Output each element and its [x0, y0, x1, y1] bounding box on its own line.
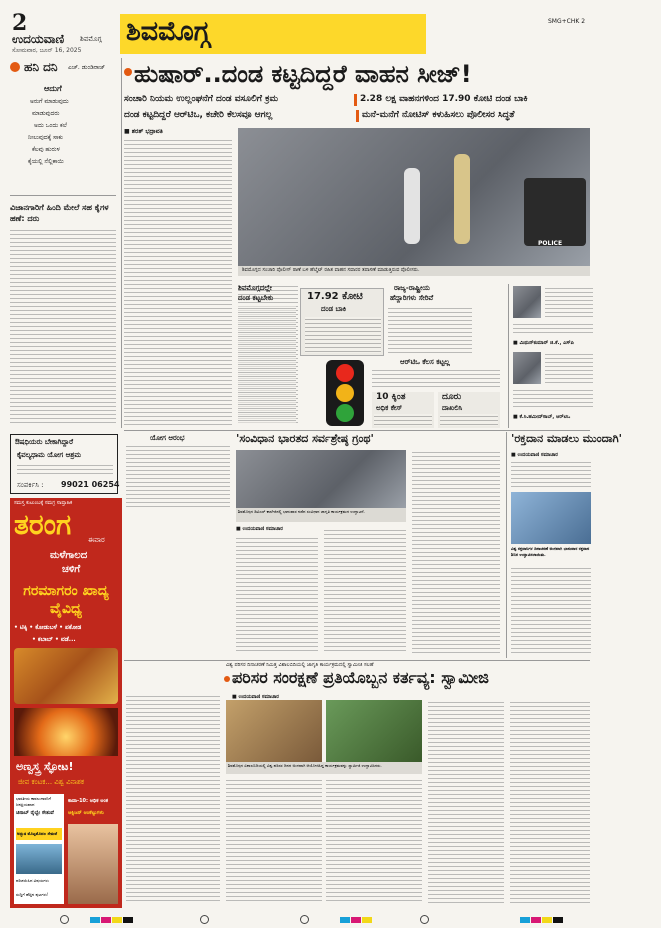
lead-sub1-part2: 2.28 ಲಕ್ಷ ವಾಹನಗಳಿಂದ 17.90 ಕೋಟಿ ದಂಡ ಬಾಕಿ	[360, 94, 528, 104]
complaint-card	[438, 392, 500, 428]
registration-mark	[200, 915, 209, 924]
red-light	[336, 364, 354, 382]
constitution-body-col3	[412, 450, 500, 654]
black-swatch	[123, 917, 133, 923]
column-divider	[121, 58, 122, 428]
edition-code: SMG+CHK 2	[548, 18, 586, 25]
state-title2: ಹೆದ್ದಾರಿಗಳು ಸೇರಿವೆ	[390, 294, 434, 302]
constitution-headline: 'ಸಂವಿಧಾನ ಭಾರತದ ಸರ್ವಶ್ರೇಷ್ಠ ಗ್ರಂಥ'	[236, 432, 374, 445]
constitution-body-col1	[236, 536, 318, 654]
quote1-name: ■ ಮಿಥುನ್‌ಕುಮಾರ್ ಜಿ.ಕೆ., ಎಸ್‌ಪಿ	[513, 340, 574, 346]
blood-body-top	[511, 460, 591, 488]
police-sign: POLICE	[538, 240, 563, 247]
lead-sub2-part1: ದಂಡ ಕಟ್ಟದಿದ್ದರೆ ಆರ್‌ಟಿಒ, ಕಚೇರಿ ಕೆಲಸವೂ ಆಗಲ್ಲ	[124, 110, 273, 120]
cases-label: ಅಧಿಕ ಕೇಸ್	[376, 404, 403, 412]
blood-photo	[511, 492, 591, 544]
environment-photo-2	[326, 700, 422, 762]
print-marks	[0, 912, 600, 928]
green-light	[336, 404, 354, 422]
taranga-bottom-title: ಅಣ್ವಸ್ತ್ರ ಸ್ಫೋಟ!	[16, 760, 74, 773]
bridge-photo	[16, 844, 62, 874]
yoga-ad	[10, 434, 118, 494]
hani-dani-column	[10, 58, 116, 196]
yoga-story-headline: ಯೋಗ ಆರಂಭ	[150, 434, 185, 442]
quote2-name: ■ ಕೆ.ಸಿ.ಹಮೀದ್‌ಸಾಬ್, ಆರ್‌ಟಿಒ	[513, 414, 571, 420]
rto-block	[372, 358, 502, 428]
magenta-swatch	[531, 917, 541, 923]
blood-body-bottom	[511, 566, 591, 656]
orange-dot-icon	[10, 62, 20, 72]
fine-box-title1: ಶಿವಮೊಗ್ಗದಲ್ಲೇ	[238, 284, 272, 292]
taranga-promo5: ಆಕ್ಸಿಜನ್ ಅಂಕೆಟ್ಟುಗಳು	[68, 810, 104, 816]
yellow-swatch	[542, 917, 552, 923]
poem-line: ಅರುಗೆ ಮಾಡುವುದು	[30, 98, 69, 105]
poem-title: ಆದುಗೆ	[44, 84, 62, 93]
cyan-swatch	[520, 917, 530, 923]
blood-caption: ವಿಶ್ವ ರಕ್ತದಾನಿಗಳ ದಿನಾಚರಣೆ ಅಂಗವಾಗಿ ಭಾನುವಾರ ರಕ್ತದಾನ ಶಿಬಿರ ಉದ್ಘಾಟಿಸಲಾಯಿತು.	[511, 546, 590, 557]
complaint-sub: ದಾಖಲಿಸಿ	[442, 404, 463, 412]
environment-body-col3	[428, 700, 504, 904]
column-title: ಹನಿ ದನಿ	[24, 60, 58, 74]
taranga-promo1: ಭಾರತೀಯ ಕಾವಲುಗಾರನಿಗೆ ಜನಪ್ರಿಯವಾದ	[16, 796, 51, 807]
poem-line: ಕೈಯಲ್ಲಿ ನೆಲ್ಲಿಕಾಯಿ	[28, 158, 64, 165]
quote2-body-cont	[513, 388, 593, 408]
taranga-line2: ಚಳಿಗೆ	[62, 564, 81, 575]
poem-line: ಮಾಡುವುದರು	[32, 110, 60, 117]
cases-body	[374, 414, 432, 426]
cases-number: 10 ಕ್ಕಿಂತ	[376, 392, 406, 402]
left-article	[10, 200, 116, 428]
registration-mark	[420, 915, 429, 924]
officer-figure	[404, 168, 420, 244]
environment-kicker: ವಿಶ್ವ ಪರಿಸರ ದಿನಾಚರಣೆ ನಿಮಿತ್ತ ವಿಶಾಲಬಿದಿಯಲ್ಲಿ ಜಾಗೃತಿ ಕಾರ್ಯಕ್ರಮದಲ್ಲಿ ಸ್ವಾಮೀಜಿ ಸಲಹೆ	[226, 662, 374, 668]
taranga-dishes2: • ಕಬಾಬ್ • ವಡೆ...	[32, 636, 76, 643]
complaint-title: ದೂರು	[442, 392, 462, 402]
taranga-promo4: ಕಾವಾ-10: ಅಧಿಕ ಅಂಕ	[68, 798, 109, 804]
magenta-swatch	[101, 917, 111, 923]
blood-byline: ■ ಉದಯವಾಣಿ ಸಮಾಚಾರ	[511, 452, 558, 458]
cyan-swatch	[340, 917, 350, 923]
taranga-issue: ಈವಾರ	[88, 536, 105, 544]
constitution-byline: ■ ಉದಯವಾಣಿ ಸಮಾಚಾರ	[236, 526, 283, 532]
rto-portrait	[513, 352, 541, 384]
environment-body-col1	[226, 778, 322, 904]
fine-box-body	[238, 306, 296, 424]
amber-light	[336, 384, 354, 402]
left-article-body	[10, 228, 116, 426]
left-article-headline: ವಿಜಾನಗಾರಿಗೆ ಹಿಂದಿ ಮೇಲೆ ಸಹ ಕೈಗಳ ಹಣೆ: ದರು	[10, 203, 109, 223]
cases-card	[372, 392, 434, 428]
taranga-dishes1: • ಟಿಕ್ಕಿ • ಕೋಡುಬಳೆ • ಪಕೋಡ	[14, 624, 82, 631]
section-divider	[124, 660, 590, 661]
taranga-promo7: ಸುದ್ದಿಗೆ ಹೆಚ್ಚಿನ ಪುಟಗಳು!	[16, 892, 49, 897]
student-photo	[68, 824, 118, 904]
yoga-story-body	[126, 444, 230, 508]
state-title1: ರಾಜ್ಯ-ರಾಷ್ಟ್ರೀಯ	[394, 284, 430, 292]
environment-headline: ಪರಿಸರ ಸಂರಕ್ಷಣೆ ಪ್ರತಿಯೊಬ್ಬನ ಕರ್ತವ್ಯ: ಸ್ವಾಮೀಜಿ	[232, 668, 489, 687]
orange-dot-icon	[124, 68, 132, 76]
poem-line: ನೀಲುವುದಕ್ಕೆ ಸಾಕು	[28, 134, 63, 141]
sub-divider	[354, 94, 357, 106]
poem-line: ಅದು ಒಂದು ಕಲೆ	[34, 122, 67, 129]
photo-caption: ಶಿವಮೊಗ್ಗದ ಸಂಚಾರಿ ಪೊಲೀಸ್ ಠಾಣೆ ಬಳಿ ಹೆಲ್ಮೆಟ್ ರಹಿತ ವಾಹನ ಸವಾರರ ತಪಾಸಣೆ ಮಾಡುತ್ತಿರುವ ಪೊಲೀಸರು.	[242, 267, 420, 273]
fine-amount-details	[305, 317, 381, 353]
edition-tag: ಶಿವಮೊಗ್ಗ	[80, 35, 102, 43]
constitution-body-col2	[324, 528, 406, 654]
food-photo	[14, 648, 118, 704]
yoga-story	[126, 434, 230, 510]
taranga-line1: ಮಳೆಗಾಲದ	[50, 550, 88, 561]
fine-amount-card	[300, 288, 384, 356]
blood-donation-story	[506, 432, 623, 658]
environment-body-col4	[510, 700, 590, 904]
police-vehicle	[524, 178, 586, 246]
orange-dot-icon	[224, 676, 230, 682]
yoga-ad-phone[interactable]: 99021 06254	[61, 480, 120, 489]
traffic-light-icon	[326, 360, 364, 426]
complaint-body	[440, 414, 498, 426]
fine-amount-label: ದಂಡ ಬಾಕಿ	[321, 305, 347, 313]
environment-body-col0	[126, 694, 220, 904]
date-line: ಸೋಮವಾರ, ಜೂನ್ 16, 2025	[12, 47, 82, 54]
yoga-ad-body	[17, 463, 113, 477]
constitution-caption: ಶಿವಮೊಗ್ಗದ ಡಿವಿಎಸ್ ಕಾಲೇಜಿನಲ್ಲಿ ಭಾನುವಾರ ನಡೆದ ಸಂವಿಧಾನ ಜಾಗೃತಿ ಕಾರ್ಯಕ್ರಮದ ಉದ್ಘಾಟನೆ.	[238, 509, 365, 514]
environment-story	[126, 662, 590, 908]
taranga-promo2: ಚಿನಾಬ್ ರೈಲ್ವೇ ಸೇತುವೆ	[16, 810, 54, 816]
yoga-ad-contact-label: ಸಂಪರ್ಕಿಸಿ :	[17, 481, 44, 489]
state-highway-block	[388, 284, 474, 356]
rto-body	[372, 368, 500, 390]
registration-mark	[60, 915, 69, 924]
side-quotes	[508, 284, 592, 428]
poem-line: ಕೆಲವು ಹುರುಳ	[32, 146, 60, 153]
taranga-promo3-text: ಅದ್ಭುತ ಮೊಟ್ಟಮೊದಲ ಸೇತುವೆ	[17, 831, 58, 836]
constitution-story	[236, 432, 502, 658]
constitution-photo	[236, 450, 406, 508]
quote2-body	[545, 352, 593, 384]
registration-mark	[300, 915, 309, 924]
page-header	[0, 0, 600, 52]
column-byline: ಎಚ್. ಡುಂಡಿರಾಜ್	[68, 64, 106, 71]
taranga-feature-title: ಗರಮಾಗರಂ ಖಾದ್ಯ ವೈವಿಧ್ಯ	[23, 583, 109, 617]
environment-photo-1	[226, 700, 322, 762]
yoga-ad-title: ಔಷಧಿಯರು ಬೇಕಾಗಿದ್ದಾರೆ	[15, 438, 74, 446]
section-title: ಶಿವಮೊಗ್ಗ	[126, 16, 210, 47]
yellow-swatch	[362, 917, 372, 923]
taranga-promo6: ಪರಿಚಯಿಸಿದ ವಿಷಯಗಳು	[16, 878, 49, 883]
yoga-ad-subtitle: ಕೈವಲ್ಯಧಾಮ ಯೋಗ ಆಶ್ರಮ	[17, 451, 81, 459]
taranga-tagline: ಸಮಸ್ತ ಕುಟುಂಬಕ್ಕೆ ಸಮಗ್ರ ಸಾಪ್ತಾಹಿಕ	[14, 500, 73, 506]
sub-divider	[356, 110, 359, 122]
state-body	[388, 306, 472, 354]
environment-byline: ■ ಉದಯವಾಣಿ ಸಮಾಚಾರ	[232, 694, 279, 700]
taranga-brand: ತರಂಗ	[14, 508, 72, 541]
magenta-swatch	[351, 917, 361, 923]
quote1-body	[545, 286, 593, 318]
cyan-swatch	[90, 917, 100, 923]
lead-byline: ■ ಶರತ್ ಭದ್ರಾವತಿ	[124, 128, 163, 135]
taranga-ad	[10, 498, 122, 908]
officer-figure	[454, 154, 470, 244]
fine-box-col1	[238, 284, 296, 426]
black-swatch	[553, 917, 563, 923]
lead-sub1-part1: ಸಂಚಾರಿ ನಿಯಮ ಉಲ್ಲಂಘನೆಗೆ ದಂಡ ವಸೂಲಿಗೆ ಕ್ರಮ	[124, 94, 279, 104]
explosion-photo	[14, 708, 118, 756]
environment-body-col2	[326, 778, 422, 904]
page-number: 2	[12, 10, 28, 36]
officer-portrait	[513, 286, 541, 318]
rto-title: ಆರ್‌ಟಿಒ ಕೆಲಸ ಕಟ್ಟಲ್ಲ	[400, 358, 450, 366]
lead-sub2-part2: ಮನೆ-ಮನೆಗೆ ನೋಟಿಸ್ ಕಳುಹಿಸಲು ಪೊಲೀಸರ ಸಿದ್ಧತೆ	[362, 110, 515, 120]
fine-amount: 17.92 ಕೋಟಿ	[307, 291, 363, 302]
lead-body-col1	[124, 138, 232, 426]
blood-headline: 'ರಕ್ತದಾನ ಮಾಡಲು ಮುಂದಾಗಿ'	[511, 432, 623, 445]
lead-headline: ಹುಷಾರ್..ದಂಡ ಕಟ್ಟದಿದ್ದರೆ ವಾಹನ ಸೀಜ್!	[134, 60, 472, 88]
taranga-bottom-sub: ಜೀವ ಕಂಟಕ... ವಿಶ್ವ ವಿನಾಶಕ	[18, 778, 85, 786]
fine-box-title2: ದಂಡ ಕಟ್ಟಬೇಕು	[238, 294, 274, 302]
section-divider	[124, 430, 590, 431]
paper-name: ಉದಯವಾಣಿ	[12, 32, 65, 46]
yellow-swatch	[112, 917, 122, 923]
quote1-body-cont	[513, 322, 593, 336]
environment-caption: ಶಿವಮೊಗ್ಗದ ವಿಶಾಲಬಿದಿಯಲ್ಲಿ ವಿಶ್ವ ಪರಿಸರ ದಿನದ ಅಂಗವಾಗಿ ಆಯೋಜಿಸಿದ್ದ ಕಾರ್ಯಕ್ರಮವನ್ನು ಸ್ವಾಮೀಜಿ ಉದ್ಘಾಟಿಸಿದರು.	[228, 763, 382, 768]
